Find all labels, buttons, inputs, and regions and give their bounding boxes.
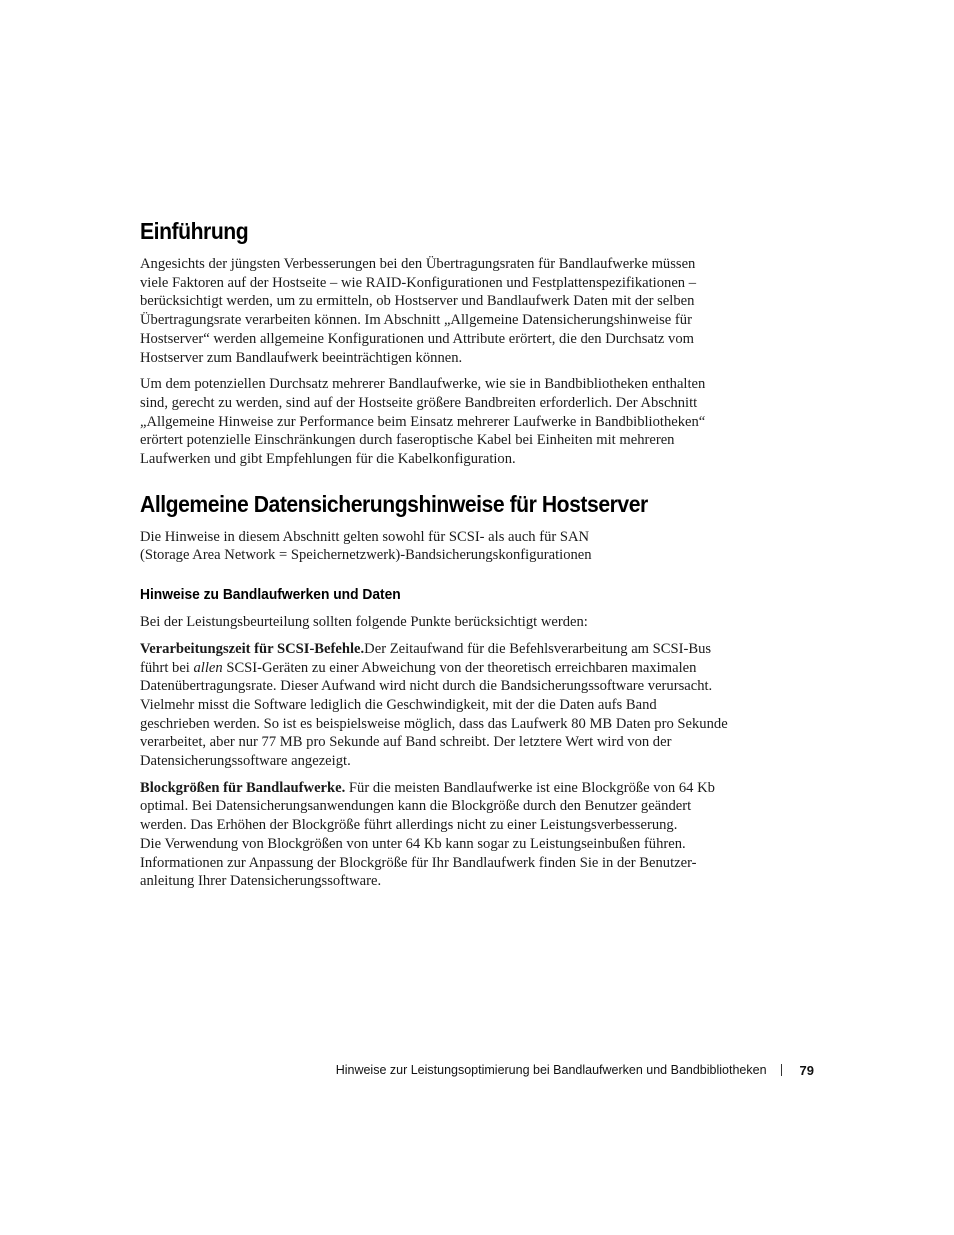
text-line: berücksichtigt werden, um zu ermitteln, ob Hostserver und Bandlaufwerk Daten mit der selben: [140, 293, 695, 310]
footer-chapter-title: Hinweise zur Leistungsoptimierung bei Bandlaufwerken und Bandbibliotheken: [335, 1063, 767, 1077]
paragraph-scsi-processing-time: [140, 640, 760, 771]
paragraph-intro-2: [140, 375, 760, 469]
text-line: Die Hinweise in diesem Abschnitt gelten sowohl für SCSI- als auch für SAN: [140, 528, 590, 545]
text-line: Vielmehr misst die Software lediglich die Geschwindigkeit, mit der die Daten aufs Band: [140, 696, 657, 713]
text-line: Übertragungsrate verarbeiten können. Im Abschnitt „Allgemeine Datensicherungshinweise für: [140, 312, 692, 329]
emphasis-text: allen: [193, 659, 223, 676]
text-line: Informationen zur Anpassung der Blockgröße für Ihr Bandlaufwerk finden Sie in der Benutzer-: [140, 854, 697, 871]
text-line: Hostserver“ werden allgemeine Konfigurationen und Attribute erörtert, die den Durchsatz vom: [140, 330, 694, 347]
text-line: „Allgemeine Hinweise zur Performance beim Einsatz mehrerer Laufwerke in Bandbibliotheken“: [140, 413, 706, 430]
runin-heading-blocksize: Blockgrößen für Bandlaufwerke.: [140, 779, 346, 796]
text-line: sind, gerecht zu werden, sind auf der Hostseite größere Bandbreiten erforderlich. Der Abschnitt: [140, 394, 698, 411]
text-line: Um dem potenziellen Durchsatz mehrerer Bandlaufwerke, wie sie in Bandbibliotheken enthalten: [140, 376, 706, 393]
text-line: Bei der Leistungsbeurteilung sollten folgende Punkte berücksichtigt werden:: [140, 614, 588, 631]
text-run: führt bei: [140, 659, 194, 676]
text-line: [140, 779, 760, 798]
text-line: [140, 659, 760, 678]
text-line: Datensicherungssoftware angezeigt.: [140, 753, 351, 770]
text-line: [140, 640, 760, 659]
page-content: [140, 216, 760, 899]
section-heading-host-server: Allgemeine Datensicherungshinweise für Hostserver: [140, 490, 648, 517]
text-run: Für die meisten Bandlaufwerke ist eine Blockgröße von 64 Kb: [345, 779, 715, 796]
text-line: verarbeitet, aber nur 77 MB pro Sekunde auf Band schreibt. Der letztere Wert wird von der: [140, 734, 672, 751]
text-line: optimal. Bei Datensicherungsanwendungen kann die Blockgröße durch den Benutzer geändert: [140, 798, 692, 815]
text-line: Laufwerken und gibt Empfehlungen für die Kabelkonfiguration.: [140, 451, 516, 468]
page-footer: [336, 1060, 814, 1080]
paragraph-subsection-intro: [140, 613, 760, 632]
text-line: Datenübertragungsrate. Dieser Aufwand wird nicht durch die Bandsicherungssoftware verursacht.: [140, 678, 713, 695]
page-number: 79: [799, 1062, 814, 1078]
text-line: erörtert potenzielle Einschränkungen durch faseroptische Kabel bei Einheiten mit mehreren: [140, 432, 675, 449]
runin-heading-scsi: Verarbeitungszeit für SCSI-Befehle.: [140, 640, 365, 657]
footer-divider: [781, 1064, 782, 1076]
text-line: werden. Das Erhöhen der Blockgröße führt allerdings nicht zu einer Leistungsverbesserung.: [140, 817, 678, 834]
text-line: anleitung Ihrer Datensicherungssoftware.: [140, 873, 382, 890]
section-heading-introduction: Einführung: [140, 218, 249, 244]
text-line: Angesichts der jüngsten Verbesserungen bei den Übertragungsraten für Bandlaufwerke müssen: [140, 256, 696, 272]
text-line: Hostserver zum Bandlaufwerk beeinträchtigen können.: [140, 349, 463, 366]
text-line: (Storage Area Network = Speichernetzwerk)-Bandsicherungskonfigurationen: [140, 547, 592, 564]
text-run: Der Zeitaufwand für die Befehlsverarbeitung am SCSI-Bus: [364, 640, 712, 657]
text-line: viele Faktoren auf der Hostseite – wie RAID-Konfigurationen und Festplattenspezifikationen –: [140, 274, 697, 291]
paragraph-block-sizes: [140, 779, 760, 891]
text-run: SCSI-Geräten zu einer Abweichung von der theoretisch erreichbaren maximalen: [222, 659, 697, 676]
paragraph-host-server: [140, 528, 760, 565]
subsection-heading-tape-drives: Hinweise zu Bandlaufwerken und Daten: [140, 586, 401, 604]
text-line: geschrieben werden. So ist es beispielsweise möglich, dass das Laufwerk 80 MB Daten pro Sekunde: [140, 715, 728, 732]
text-line: Die Verwendung von Blockgrößen von unter 64 Kb kann sogar zu Leistungseinbußen führen.: [140, 835, 686, 852]
paragraph-intro-1: [140, 255, 760, 367]
